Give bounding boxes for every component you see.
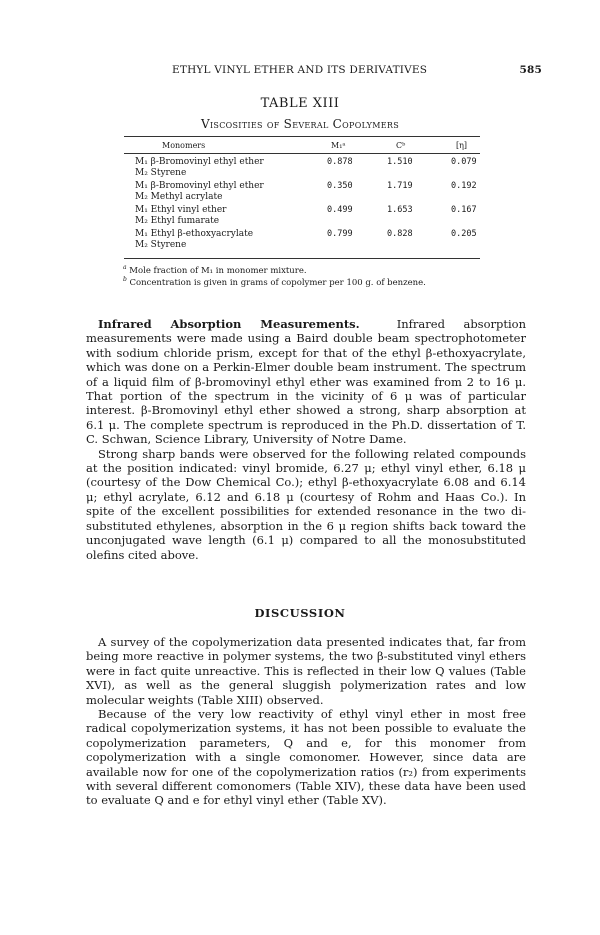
column-header-concentration: Cᵇ	[396, 141, 406, 150]
page-number: 585	[519, 64, 542, 76]
mole-fraction-value: 0.878	[327, 157, 353, 167]
paragraph-text: Infrared absorption measurements were made using a Baird double beam spectrophotometer with sodium chloride prism, except for that of the ethyl β-ethoxyacrylate, which was done on a Perkin-Elmer double beam instrument. The spectrum of a liquid film of β-bromovinyl ethyl ether was examined from 2 to 16 μ. That portion of the spectrum in the vicinity of 6 μ was of particular interest. β-Bromovinyl ethyl ether showed a strong, sharp absorption at 6.1 μ. The complete spectrum is reproduced in the Ph.D. dissertation of T. C. Schwan, Science Library, University of Notre Dame.	[86, 317, 526, 447]
section-heading-discussion: DISCUSSION	[254, 606, 346, 620]
monomer-1: M₁ Ethyl vinyl ether	[135, 205, 227, 215]
table-row	[0, 181, 600, 203]
column-header-mole-fraction: M₁ᵃ	[331, 141, 346, 150]
monomer-2: M₂ Styrene	[135, 239, 187, 250]
table-title: TABLE XIII	[260, 96, 340, 111]
table-row	[0, 205, 600, 227]
discussion-paragraph-2: Because of the very low reactivity of ethyl vinyl ether in most free radical copolymerization systems, it has not been possible to evaluate the copolymerization parameters, Q and e, for this monomer from copolymerization with a single comonomer. However, since data are available now for one of the copolymerization ratios (r₂) from experiments with several different comonomers (Table XIV), these data have been used to evaluate Q and e for ethyl vinyl ether (Table XV).	[86, 707, 526, 808]
table-footnote-b	[123, 276, 426, 288]
mole-fraction-value: 0.799	[327, 229, 353, 239]
concentration-value: 0.828	[387, 229, 413, 239]
viscosity-value: 0.079	[451, 157, 477, 167]
table-header-rule	[124, 153, 480, 154]
table-bottom-rule	[124, 258, 480, 259]
discussion-paragraph-1: A survey of the copolymerization data presented indicates that, far from being more reactive in polymer systems, the two β-substituted vinyl ethers were in fact quite unreactive. This is reflected in their low Q values (Table XVI), as well as the general sluggish polymerization rates and low molecular weights (Table XIII) observed.	[86, 635, 526, 707]
monomer-2: M₂ Styrene	[135, 167, 187, 178]
table-row	[0, 229, 600, 251]
discussion-section	[86, 635, 526, 808]
viscosity-value: 0.205	[451, 229, 477, 239]
table-footnote-a	[123, 264, 307, 276]
concentration-value: 1.719	[387, 181, 413, 191]
monomer-1: M₁ Ethyl β-ethoxyacrylate	[135, 229, 254, 239]
table-subtitle: Viscosities of Several Copolymers	[201, 117, 399, 131]
footnote-mark: a	[123, 264, 127, 271]
table-top-rule	[124, 136, 480, 137]
viscosity-value: 0.167	[451, 205, 477, 215]
column-header-monomers: Monomers	[162, 141, 206, 150]
mole-fraction-value: 0.350	[327, 181, 353, 191]
concentration-value: 1.653	[387, 205, 413, 215]
section-heading-infrared: Infrared Absorption Measurements.	[98, 317, 360, 331]
monomer-2: M₂ Ethyl fumarate	[135, 215, 220, 226]
table-row	[0, 157, 600, 179]
infrared-paragraph-2: Strong sharp bands were observed for the following related compounds at the position indicated: vinyl bromide, 6.27 μ; ethyl vinyl ether, 6.18 μ (courtesy of the Dow Chemical Co.); ethyl β-ethoxyacrylate 6.08 and 6.14 μ; ethyl acrylate, 6.12 and 6.18 μ (courtesy of Rohm and Haas Co.). In spite of the excellent possibilities for extended resonance in the two di-substituted ethylenes, absorption in the 6 μ region shifts back toward the unconjugated wave length (6.1 μ) compared to all the monosubstituted olefins cited above.	[86, 446, 526, 562]
monomer-1: M₁ β-Bromovinyl ethyl ether	[135, 181, 264, 191]
infrared-section	[86, 317, 526, 562]
infrared-paragraph-1	[86, 317, 526, 447]
footnote-text: Concentration is given in grams of copolymer per 100 g. of benzene.	[129, 277, 426, 288]
monomer-1: M₁ β-Bromovinyl ethyl ether	[135, 157, 264, 167]
footnote-text: Mole fraction of M₁ in monomer mixture.	[129, 265, 307, 276]
monomer-2: M₂ Methyl acrylate	[135, 191, 223, 202]
column-header-viscosity: [η]	[456, 141, 468, 150]
viscosity-value: 0.192	[451, 181, 477, 191]
concentration-value: 1.510	[387, 157, 413, 167]
footnote-mark: b	[123, 276, 127, 283]
mole-fraction-value: 0.499	[327, 205, 353, 215]
running-title: ETHYL VINYL ETHER AND ITS DERIVATIVES	[172, 64, 428, 76]
